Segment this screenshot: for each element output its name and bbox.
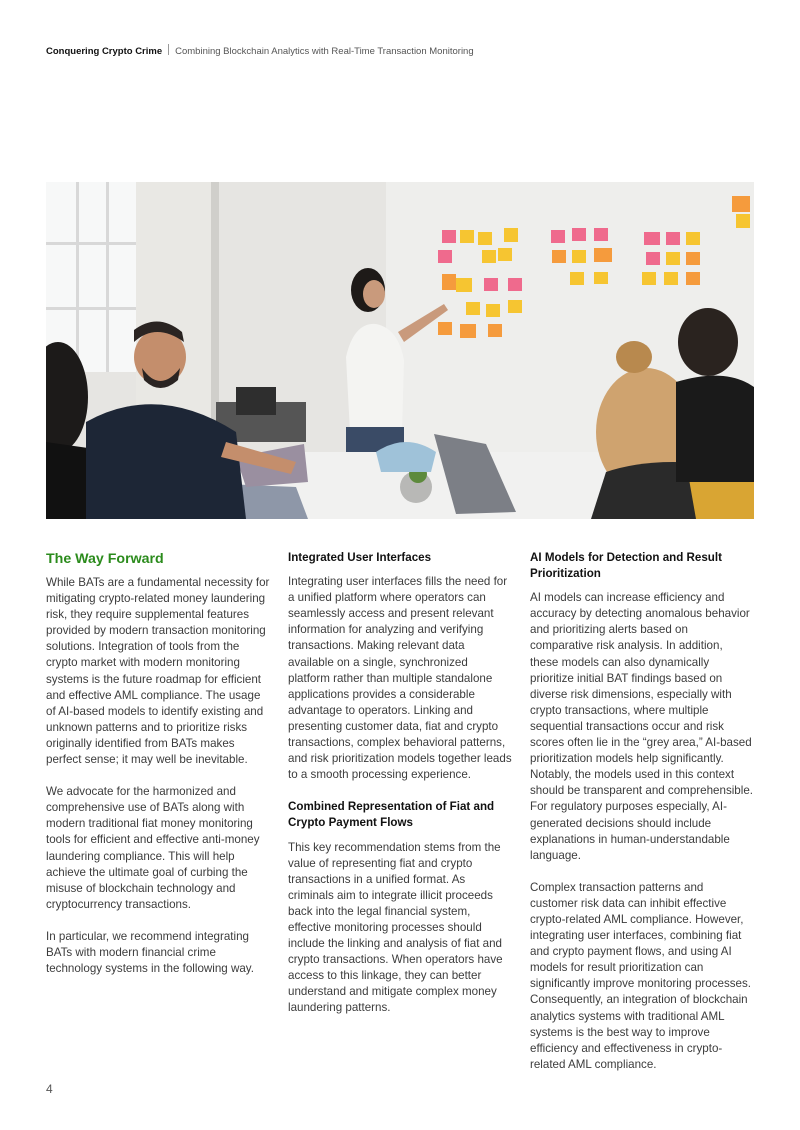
paragraph: We advocate for the harmonized and comprehensive use of BATs along with modern traditional fiat money monitoring tools for efficient and effective anti-money laundering compliance. This will help achieve the ultimate goal of curbing the misuse of blockchain technology and cryptocurrency transactions. [46,785,260,911]
column-middle [288,548,512,1033]
subheading-integrated-user-interfaces: Integrated User Interfaces [288,551,432,564]
paragraph: While BATs are a fundamental necessity for mitigating crypto-related money laundering risk, they require supplemental features provided by modern transaction monitoring solutions. Integration of tools from the crypto market with modern monitoring systems is the future roadmap for efficient and effective AML compliance. The usage of AI-based models to identify existing and unknown patterns and to prioritize risks originally identified from BATs makes perfect sense; it may well be inevitable. [46,576,270,767]
paragraph: Complex transaction patterns and customer risk data can inhibit effective crypto-related AML compliance. However, integrating user interfaces, combining fiat and crypto payment flows, and using AI models for result prioritization can significantly improve monitoring processes. Consequently, an integration of blockchain analytics systems with traditional AML systems is the best way to improve efficiency and effectiveness in crypto-related AML compliance. [530,880,752,1071]
hero-photo [46,182,754,519]
running-header [46,44,474,57]
column-left [46,548,270,993]
paragraph: In particular, we recommend integrating BATs with modern financial crime technology systems in the following way. [46,929,254,976]
page-number: 4 [46,1082,53,1096]
paragraph: This key recommendation stems from the value of representing fiat and crypto transactions in a unified format. As criminals aim to integrate illicit proceeds back into the legal financial system, effective monitoring processes should include the linking and analysis of fiat and crypto transactions. When operators have access to this linkage, they can better understand and mitigate complex money laundering patterns. [288,840,503,1015]
column-right [530,548,754,1089]
header-divider [168,44,169,55]
paragraph: Integrating user interfaces fills the need for a unified platform where operators can seamlessly access and present relevant information for analyzing and verifying transactions. Making relevant data available on a single, synchronized platform rather than multiple standalone applications provides a considerable advantage to operators. Linking and presenting customer data, fiat and crypto transactions, complex behavioral patterns, and risk prioritization models together leads to a smooth processing experience. [288,575,512,782]
paragraph: AI models can increase efficiency and accuracy by detecting anomalous behavior and prioritizing alerts based on comparative risk analysis. In addition, these models can also dynamically prioritize initial BAT findings based on diverse risk dimensions, especially with crypto transactions, where multiple sequential transactions occur and risk scores often lie in the “grey area,” AI-based prioritization models help significantly. Notably, the models used in this context should be transparent and comprehensible. For regulatory purposes especially, AI-generated decisions should include explanations in human-understandable language. [530,591,754,862]
header-subtitle: Combining Blockchain Analytics with Real-Time Transaction Monitoring [175,46,474,57]
header-brand: Conquering Crypto Crime [46,46,163,57]
section-heading-way-forward: The Way Forward [46,551,164,567]
subheading-combined-representation: Combined Representation of Fiat and Crypto Payment Flows [288,800,495,830]
subheading-ai-models: AI Models for Detection and Result Prioritization [530,551,722,581]
